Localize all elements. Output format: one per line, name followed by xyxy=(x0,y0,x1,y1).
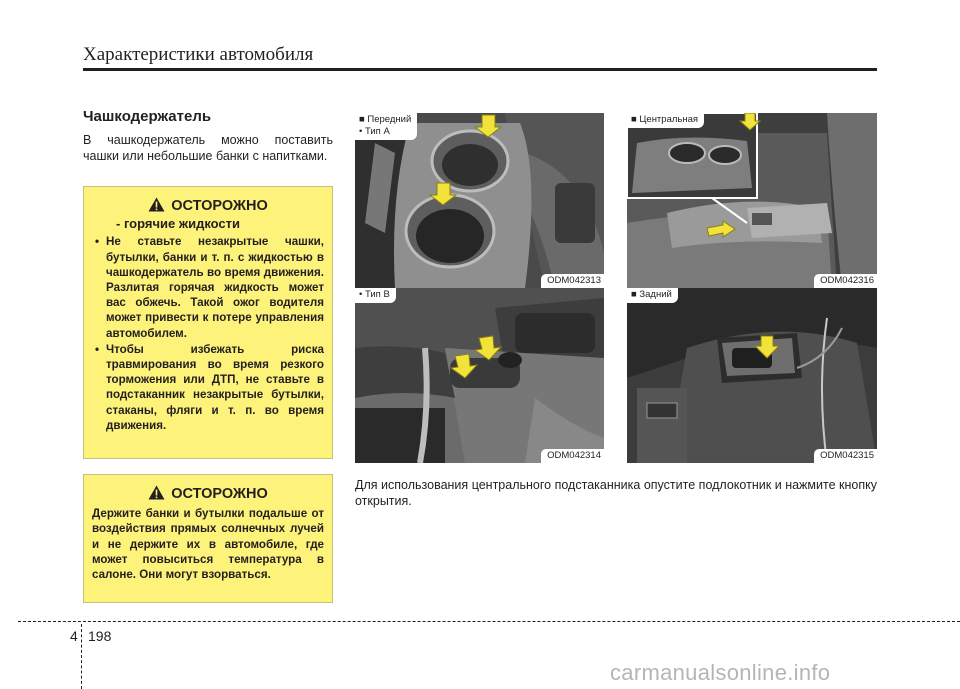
intro-text: В чашкодержатель можно поставить чашки или небольшие банки с напитками. xyxy=(83,133,333,163)
warning-subtitle: - горячие жидкости xyxy=(116,216,241,232)
warning-header xyxy=(92,197,324,216)
footer-divider xyxy=(81,624,82,689)
page-number: 198 xyxy=(88,628,112,644)
photo-front-cupholder-type-b xyxy=(355,288,604,463)
section-title: Чашкодержатель xyxy=(83,108,212,125)
warning-box-sunlight xyxy=(83,474,333,603)
photo-label xyxy=(355,113,417,140)
header-title: Характеристики автомобиля xyxy=(83,44,314,65)
warning-title: ОСТОРОЖНО xyxy=(171,486,268,502)
caption-text: Для использования центрального подстаканника опустите подлокотник и нажмите кнопку открытия. xyxy=(355,478,877,508)
warning-header xyxy=(92,485,324,504)
warning-body: Держите банки и бутылки подальше от воздействия прямых солнечных лучей и не держите их в автомобиле, где может повыситься температура в салоне. Они могут взорваться. xyxy=(92,507,324,582)
warning-triangle-icon xyxy=(148,485,165,504)
photo-label-line: ■ Передний xyxy=(359,114,412,125)
photo-label: ■ Центральная xyxy=(627,113,704,128)
footer-rule xyxy=(18,621,960,622)
header-rule xyxy=(83,68,877,71)
photo-code: ODM042316 xyxy=(814,274,877,288)
warning-list xyxy=(92,234,324,433)
warning-title: ОСТОРОЖНО xyxy=(171,198,268,214)
warning-item: • Чтобы избежать риска травмирования во время резкого торможения или ДТП, не ставьте в подстаканник незакрытые бутылки, стаканы, фляги и т. п. во время движения. xyxy=(92,342,324,433)
photo-typeb-illustration xyxy=(355,288,604,463)
photo-code: ODM042315 xyxy=(814,449,877,463)
warning-triangle-icon xyxy=(148,197,165,216)
photo-label: • Тип B xyxy=(355,288,396,303)
watermark: carmanualsonline.info xyxy=(610,660,831,685)
photo-rear-cupholder xyxy=(627,288,877,463)
photo-front-cupholder-type-a xyxy=(355,113,604,288)
photo-code: ODM042314 xyxy=(541,449,604,463)
photo-rear-illustration xyxy=(627,288,877,463)
photo-code: ODM042313 xyxy=(541,274,604,288)
photo-center-cupholder xyxy=(627,113,877,288)
chapter-number: 4 xyxy=(70,628,78,644)
warning-item: • Не ставьте незакрытые чашки, бутылки, банки и т. п. с жидкостью в чашкодержатель во время движения. Разлитая горячая жидкость может вас обжечь. Такой ожог водителя может привести к потере управления автомобилем. xyxy=(92,234,324,340)
photo-center-illustration xyxy=(627,113,877,288)
photo-label-line: • Тип A xyxy=(359,126,390,137)
warning-box-hot-liquids xyxy=(83,186,333,459)
photo-label: ■ Задний xyxy=(627,288,678,303)
